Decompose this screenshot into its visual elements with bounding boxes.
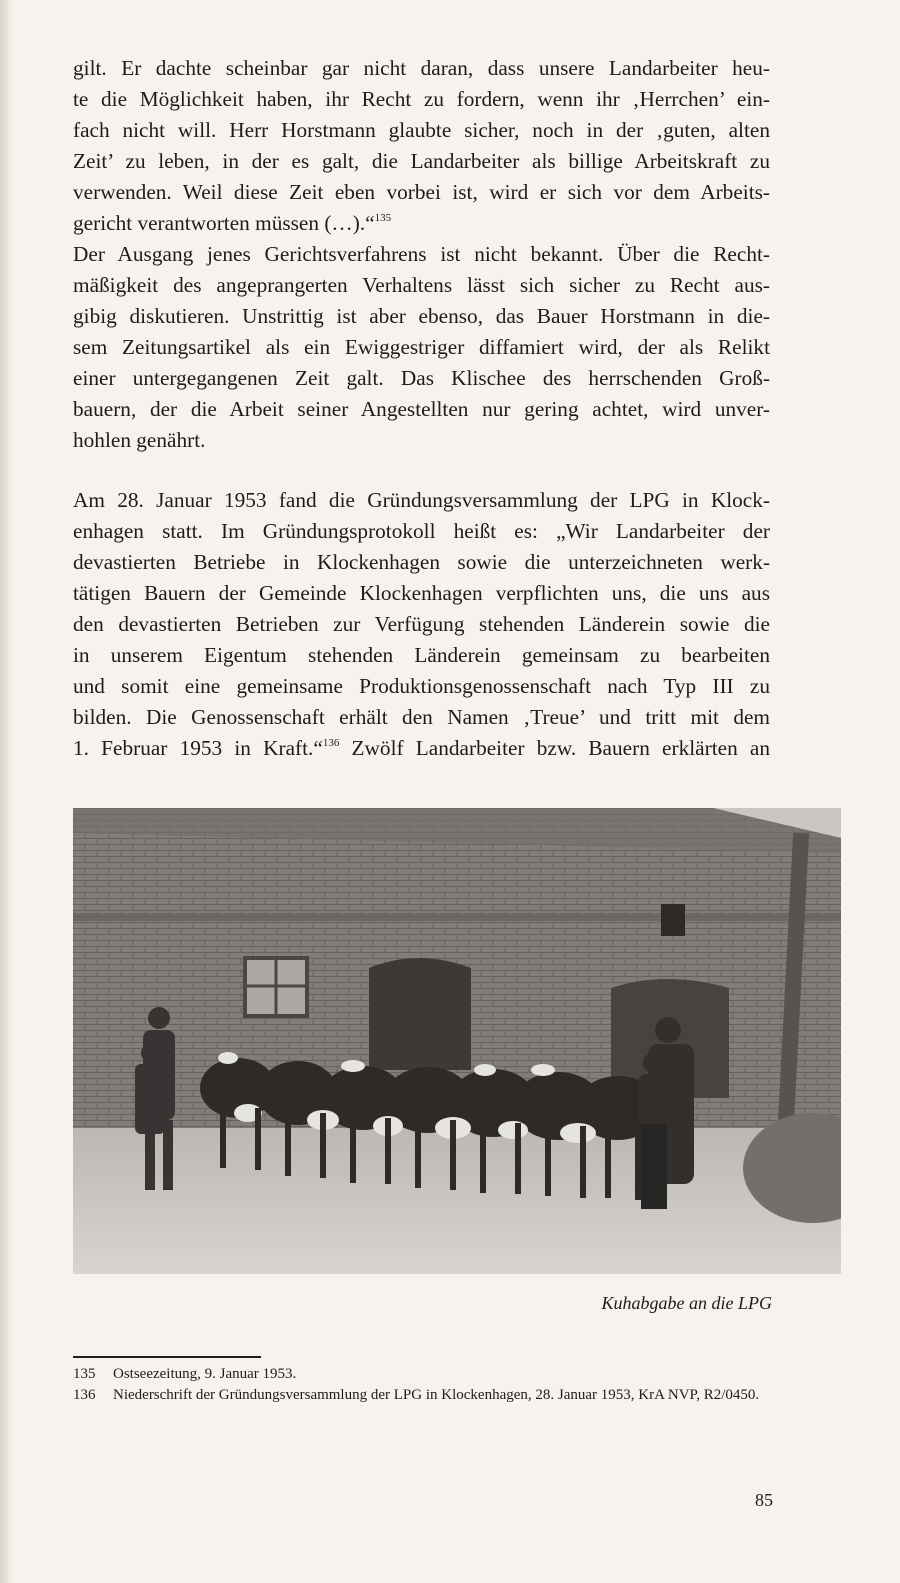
- text-line: bilden. Die Genossenschaft erhält den Namen ‚Treue’ und tritt mit dem: [73, 705, 770, 729]
- text-line-last: [73, 733, 770, 764]
- footnote-136: [73, 1385, 773, 1406]
- text-line-content: 1. Februar 1953 in Kraft.“: [73, 736, 323, 760]
- footnote-number: 135: [73, 1366, 96, 1382]
- text-line-content: gericht verantworten müssen (…).“: [73, 211, 375, 235]
- text-line: Der Ausgang jenes Gerichtsverfahrens ist nicht bekannt. Über die Recht-: [73, 242, 770, 266]
- footnotes: [73, 1364, 773, 1406]
- text-line: verwenden. Weil diese Zeit eben vorbei ist, wird er sich vor dem Arbeits-: [73, 180, 770, 204]
- footnote-text: Niederschrift der Gründungsversammlung der LPG in Klockenhagen, 28. Januar 1953, KrA NVP, R2/0450.: [113, 1387, 760, 1403]
- text-line: tätigen Bauern der Gemeinde Klockenhagen verpflichten uns, die uns aus: [73, 581, 770, 605]
- text-line: bauern, der die Arbeit seiner Angestellten nur gering achtet, wird unver-: [73, 397, 770, 421]
- page-binding-edge: [0, 0, 14, 1583]
- photo-cows-lpg: [73, 808, 841, 1274]
- text-line: gilt. Er dachte scheinbar gar nicht daran, dass unsere Landarbeiter heu-: [73, 56, 770, 80]
- page-number: 85: [755, 1490, 773, 1510]
- text-line-last: [73, 208, 770, 239]
- footnote-divider: [73, 1356, 261, 1358]
- text-line: den devastierten Betrieben zur Verfügung stehenden Länderein sowie die: [73, 612, 770, 636]
- text-line: Zeit’ zu leben, in der es galt, die Landarbeiter als billige Arbeitskraft zu: [73, 149, 770, 173]
- photo-caption: Kuhabgabe an die LPG: [601, 1293, 772, 1313]
- footnote-number: 136: [73, 1387, 96, 1403]
- text-line: sem Zeitungsartikel als ein Ewiggestriger diffamiert wird, der als Relikt: [73, 335, 770, 359]
- text-line: enhagen statt. Im Gründungsprotokoll heißt es: „Wir Landarbeiter der: [73, 519, 770, 543]
- text-line: Am 28. Januar 1953 fand die Gründungsversammlung der LPG in Klock-: [73, 488, 770, 512]
- footnote-ref-135[interactable]: 135: [374, 212, 392, 224]
- text-line: devastierten Betriebe in Klockenhagen sowie die unterzeichneten werk-: [73, 550, 770, 574]
- photo-illustration: [73, 808, 841, 1274]
- text-line: in unserem Eigentum stehenden Länderein gemeinsam zu bearbeiten: [73, 643, 770, 667]
- text-line-last: hohlen genährt.: [73, 428, 206, 452]
- text-line: te die Möglichkeit haben, ihr Recht zu fordern, wenn ihr ‚Herrchen’ ein-: [73, 87, 770, 111]
- paragraph-3: [73, 485, 770, 764]
- text-line: einer untergegangenen Zeit galt. Das Klischee des herrschenden Groß-: [73, 366, 770, 390]
- footnote-text: Ostseezeitung, 9. Januar 1953.: [113, 1366, 297, 1382]
- footnote-ref-136[interactable]: 136: [322, 737, 340, 749]
- footnote-135: [73, 1364, 773, 1385]
- text-line: gibig diskutieren. Unstrittig ist aber ebenso, das Bauer Horstmann in die-: [73, 304, 770, 328]
- text-line: fach nicht will. Herr Horstmann glaubte sicher, noch in der ‚guten, alten: [73, 118, 770, 142]
- text-line: und somit eine gemeinsame Produktionsgenossenschaft nach Typ III zu: [73, 674, 770, 698]
- paragraph-1: [73, 53, 770, 456]
- text-line-content: Zwölf Landarbeiter bzw. Bauern erklärten an: [339, 736, 771, 760]
- text-line: mäßigkeit des angeprangerten Verhaltens lässt sich sicher zu Recht aus-: [73, 273, 770, 297]
